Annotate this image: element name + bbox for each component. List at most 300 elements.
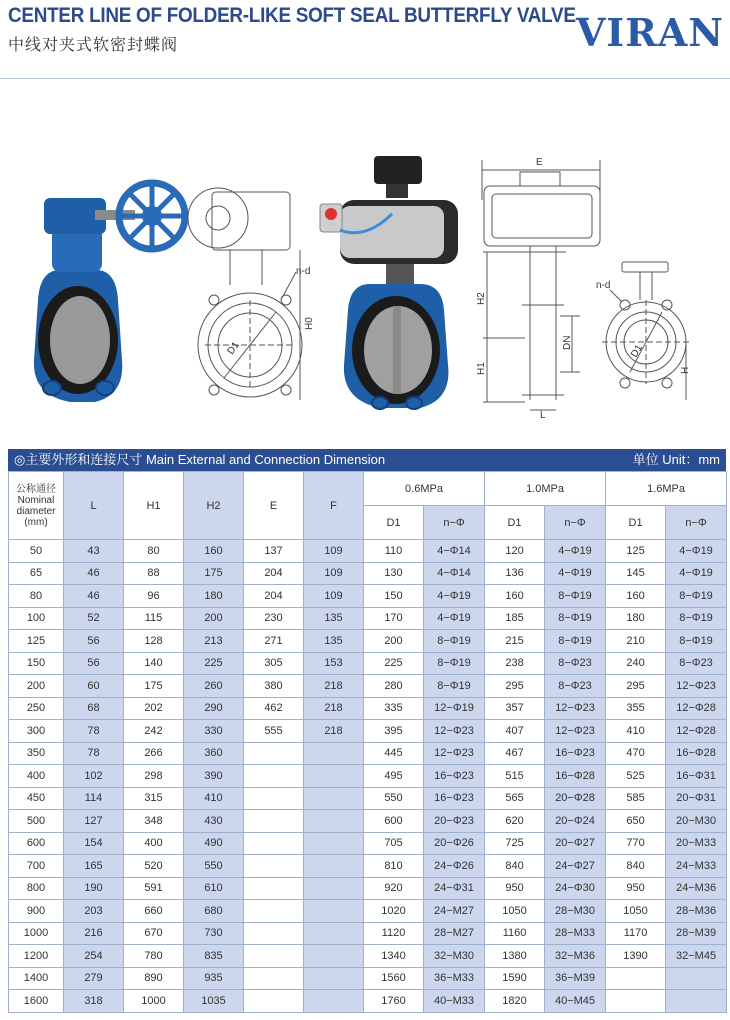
table-cell: 36−M39 — [545, 967, 606, 990]
table-cell: 1760 — [364, 990, 424, 1013]
table-cell: 950 — [485, 877, 545, 900]
table-cell: 40−M33 — [424, 990, 485, 1013]
table-cell — [244, 900, 304, 923]
table-cell: 110 — [364, 540, 424, 563]
table-cell: 470 — [606, 742, 666, 765]
table-cell: 407 — [485, 720, 545, 743]
table-cell: 109 — [304, 540, 364, 563]
table-cell: 8−Φ23 — [545, 675, 606, 698]
table-cell: 295 — [485, 675, 545, 698]
table-cell: 410 — [184, 787, 244, 810]
table-cell — [244, 765, 304, 788]
table-cell: 8−Φ19 — [545, 607, 606, 630]
table-cell: 1560 — [364, 967, 424, 990]
table-cell: 260 — [184, 675, 244, 698]
table-cell: 620 — [485, 810, 545, 833]
header-h2: H2 — [184, 472, 244, 540]
table-row — [9, 540, 727, 563]
table-cell: 24−M36 — [666, 877, 727, 900]
table-cell: 180 — [184, 585, 244, 608]
table-row — [9, 945, 727, 968]
table-cell: 8−Φ19 — [666, 607, 727, 630]
table-cell: 1120 — [364, 922, 424, 945]
table-cell — [244, 787, 304, 810]
table-cell: 330 — [184, 720, 244, 743]
table-cell: 360 — [184, 742, 244, 765]
table-row — [9, 990, 727, 1013]
table-cell: 4−Φ14 — [424, 562, 485, 585]
table-cell: 52 — [64, 607, 124, 630]
table-row — [9, 697, 727, 720]
table-cell: 32−M36 — [545, 945, 606, 968]
table-row — [9, 810, 727, 833]
table-cell: 153 — [304, 652, 364, 675]
table-cell: 43 — [64, 540, 124, 563]
header-d1: D1 — [485, 506, 545, 540]
table-cell: 591 — [124, 877, 184, 900]
table-cell — [304, 877, 364, 900]
table-row — [9, 585, 727, 608]
table-cell — [304, 765, 364, 788]
table-cell: 1380 — [485, 945, 545, 968]
table-cell: 24−M33 — [666, 855, 727, 878]
label-h: H — [680, 366, 691, 374]
table-cell: 127 — [64, 810, 124, 833]
table-cell: 24−Φ30 — [545, 877, 606, 900]
table-row — [9, 765, 727, 788]
table-cell: 190 — [64, 877, 124, 900]
table-cell: 16−Φ28 — [666, 742, 727, 765]
table-cell — [244, 832, 304, 855]
title-en: CENTER LINE OF FOLDER-LIKE SOFT SEAL BUTTERFLY VALVE — [8, 4, 576, 27]
table-cell — [244, 810, 304, 833]
table-cell: 56 — [64, 630, 124, 653]
table-cell: 150 — [364, 585, 424, 608]
table-cell: 8−Φ19 — [545, 630, 606, 653]
table-cell: 24−Φ27 — [545, 855, 606, 878]
table-row — [9, 742, 727, 765]
gear-valve-drawing — [188, 188, 302, 400]
table-cell: 4−Φ19 — [666, 562, 727, 585]
table-cell: 1000 — [124, 990, 184, 1013]
table-cell: 445 — [364, 742, 424, 765]
table-cell: 20−M33 — [666, 832, 727, 855]
table-cell: 16−Φ28 — [545, 765, 606, 788]
table-cell: 810 — [364, 855, 424, 878]
table-cell: 24−Φ31 — [424, 877, 485, 900]
table-cell: 350 — [9, 742, 64, 765]
table-cell: 4−Φ19 — [545, 562, 606, 585]
table-cell: 88 — [124, 562, 184, 585]
table-cell: 1340 — [364, 945, 424, 968]
header-divider — [0, 78, 730, 79]
table-cell: 170 — [364, 607, 424, 630]
header-h1: H1 — [124, 472, 184, 540]
table-cell: 120 — [485, 540, 545, 563]
table-cell: 137 — [244, 540, 304, 563]
table-cell: 12−Φ28 — [666, 720, 727, 743]
table-cell: 165 — [64, 855, 124, 878]
table-cell: 8−Φ19 — [424, 630, 485, 653]
table-row — [9, 877, 727, 900]
table-cell: 175 — [184, 562, 244, 585]
table-cell: 12−Φ28 — [666, 697, 727, 720]
table-cell: 114 — [64, 787, 124, 810]
table-cell: 115 — [124, 607, 184, 630]
table-cell: 16−Φ23 — [545, 742, 606, 765]
table-cell: 920 — [364, 877, 424, 900]
table-cell: 450 — [9, 787, 64, 810]
table-cell: 550 — [364, 787, 424, 810]
table-cell: 1035 — [184, 990, 244, 1013]
table-cell: 430 — [184, 810, 244, 833]
table-cell — [666, 967, 727, 990]
table-cell: 20−Φ27 — [545, 832, 606, 855]
table-cell: 305 — [244, 652, 304, 675]
table-cell: 520 — [124, 855, 184, 878]
table-cell — [304, 990, 364, 1013]
table-cell: 40−M45 — [545, 990, 606, 1013]
table-cell: 700 — [9, 855, 64, 878]
table-cell: 600 — [364, 810, 424, 833]
table-cell: 280 — [364, 675, 424, 698]
table-cell: 1390 — [606, 945, 666, 968]
table-cell: 12−Φ23 — [545, 697, 606, 720]
header-d1: D1 — [606, 506, 666, 540]
table-cell: 462 — [244, 697, 304, 720]
table-cell — [304, 742, 364, 765]
table-row — [9, 607, 727, 630]
table-cell: 28−M30 — [545, 900, 606, 923]
table-cell: 20−Φ31 — [666, 787, 727, 810]
table-cell: 12−Φ19 — [424, 697, 485, 720]
table-cell: 1160 — [485, 922, 545, 945]
table-cell: 1050 — [485, 900, 545, 923]
table-cell: 100 — [9, 607, 64, 630]
header-n-phi: n−Φ — [424, 506, 485, 540]
table-cell: 125 — [606, 540, 666, 563]
unit-label: 单位 Unit：mm — [632, 452, 720, 467]
table-cell: 725 — [485, 832, 545, 855]
table-cell: 1170 — [606, 922, 666, 945]
table-cell: 890 — [124, 967, 184, 990]
table-cell: 1000 — [9, 922, 64, 945]
table-cell: 28−M33 — [545, 922, 606, 945]
table-cell: 380 — [244, 675, 304, 698]
table-cell: 175 — [124, 675, 184, 698]
dimension-table — [8, 471, 727, 1013]
table-cell: 8−Φ23 — [545, 652, 606, 675]
table-cell: 16−Φ23 — [424, 765, 485, 788]
table-cell: 180 — [606, 607, 666, 630]
table-cell: 78 — [64, 742, 124, 765]
table-row — [9, 562, 727, 585]
table-cell: 80 — [124, 540, 184, 563]
table-cell: 610 — [184, 877, 244, 900]
table-cell: 355 — [606, 697, 666, 720]
table-cell: 680 — [184, 900, 244, 923]
table-cell: 800 — [9, 877, 64, 900]
table-cell: 467 — [485, 742, 545, 765]
table-cell: 1590 — [485, 967, 545, 990]
table-cell: 24−Φ26 — [424, 855, 485, 878]
label-d1-right: D1 — [629, 342, 645, 360]
table-cell: 12−Φ23 — [666, 675, 727, 698]
table-cell: 102 — [64, 765, 124, 788]
table-cell: 318 — [64, 990, 124, 1013]
gear-valve-photo — [34, 183, 185, 402]
label-e: E — [536, 157, 543, 168]
table-cell — [304, 855, 364, 878]
table-cell: 335 — [364, 697, 424, 720]
table-cell: 60 — [64, 675, 124, 698]
table-cell: 218 — [304, 675, 364, 698]
table-cell: 950 — [606, 877, 666, 900]
header-f: F — [304, 472, 364, 540]
table-cell: 96 — [124, 585, 184, 608]
table-cell: 400 — [9, 765, 64, 788]
table-cell: 154 — [64, 832, 124, 855]
table-cell: 78 — [64, 720, 124, 743]
table-cell: 670 — [124, 922, 184, 945]
table-cell: 204 — [244, 562, 304, 585]
header-d1: D1 — [364, 506, 424, 540]
table-cell: 300 — [9, 720, 64, 743]
section-title: ◎主要外形和连接尺寸 Main External and Connection Dimension — [14, 452, 386, 467]
table-cell: 4−Φ19 — [666, 540, 727, 563]
table-cell: 12−Φ23 — [424, 742, 485, 765]
table-cell: 28−M39 — [666, 922, 727, 945]
table-cell: 525 — [606, 765, 666, 788]
table-cell: 238 — [485, 652, 545, 675]
table-cell: 204 — [244, 585, 304, 608]
table-cell: 1820 — [485, 990, 545, 1013]
table-cell: 730 — [184, 922, 244, 945]
table-cell: 202 — [124, 697, 184, 720]
table-cell: 160 — [184, 540, 244, 563]
table-cell: 4−Φ19 — [424, 607, 485, 630]
table-cell — [304, 810, 364, 833]
table-row — [9, 720, 727, 743]
table-cell: 840 — [606, 855, 666, 878]
table-cell: 225 — [184, 652, 244, 675]
table-cell: 135 — [304, 607, 364, 630]
table-cell: 254 — [64, 945, 124, 968]
product-illustrations — [0, 150, 730, 420]
table-cell: 215 — [485, 630, 545, 653]
table-cell: 230 — [244, 607, 304, 630]
title-cn: 中线对夹式软密封蝶阀 — [8, 37, 179, 54]
section-header — [8, 449, 726, 471]
table-cell — [244, 967, 304, 990]
table-row — [9, 630, 727, 653]
table-cell: 295 — [606, 675, 666, 698]
table-cell: 210 — [606, 630, 666, 653]
table-cell: 900 — [9, 900, 64, 923]
label-h1: H1 — [476, 362, 487, 375]
label-nd-right: n-d — [596, 280, 611, 291]
table-cell: 8−Φ19 — [666, 585, 727, 608]
table-cell: 1050 — [606, 900, 666, 923]
table-cell: 136 — [485, 562, 545, 585]
header-pressure-0-6: 0.6MPa — [364, 472, 485, 506]
table-cell: 28−M36 — [666, 900, 727, 923]
table-cell — [304, 945, 364, 968]
table-cell: 8−Φ19 — [424, 652, 485, 675]
label-dn: DN — [562, 335, 573, 350]
table-cell: 279 — [64, 967, 124, 990]
table-cell: 4−Φ19 — [545, 540, 606, 563]
table-cell — [606, 967, 666, 990]
table-cell: 24−M27 — [424, 900, 485, 923]
table-row — [9, 652, 727, 675]
table-cell: 200 — [9, 675, 64, 698]
table-row — [9, 787, 727, 810]
label-nd-left: n-d — [296, 266, 311, 277]
table-cell: 395 — [364, 720, 424, 743]
table-cell: 390 — [184, 765, 244, 788]
label-h2: H2 — [476, 292, 487, 305]
table-cell: 135 — [304, 630, 364, 653]
header-nominal-diameter: 公称通径 Nominal diameter (mm) — [9, 472, 64, 540]
table-cell: 565 — [485, 787, 545, 810]
table-cell: 160 — [606, 585, 666, 608]
table-body — [9, 540, 727, 1013]
table-cell: 840 — [485, 855, 545, 878]
table-cell: 12−Φ23 — [545, 720, 606, 743]
table-cell — [244, 990, 304, 1013]
table-cell: 20−M30 — [666, 810, 727, 833]
table-row — [9, 900, 727, 923]
table-cell — [244, 855, 304, 878]
table-cell: 20−Φ28 — [545, 787, 606, 810]
table-cell: 140 — [124, 652, 184, 675]
table-cell: 242 — [124, 720, 184, 743]
table-cell: 32−M45 — [666, 945, 727, 968]
header-e: E — [244, 472, 304, 540]
table-cell: 250 — [9, 697, 64, 720]
table-cell: 150 — [9, 652, 64, 675]
table-cell: 1600 — [9, 990, 64, 1013]
table-cell: 68 — [64, 697, 124, 720]
table-cell: 650 — [606, 810, 666, 833]
table-cell: 770 — [606, 832, 666, 855]
table-cell: 780 — [124, 945, 184, 968]
table-cell: 130 — [364, 562, 424, 585]
table-cell: 200 — [364, 630, 424, 653]
table-row — [9, 855, 727, 878]
table-cell: 203 — [64, 900, 124, 923]
table-cell: 8−Φ19 — [545, 585, 606, 608]
table-cell: 555 — [244, 720, 304, 743]
table-cell: 1200 — [9, 945, 64, 968]
header-pressure-1-0: 1.0MPa — [485, 472, 606, 506]
table-cell — [244, 742, 304, 765]
label-h0: H0 — [304, 317, 315, 330]
table-cell — [304, 832, 364, 855]
table-cell: 357 — [485, 697, 545, 720]
table-cell: 290 — [184, 697, 244, 720]
table-cell — [304, 900, 364, 923]
table-cell: 495 — [364, 765, 424, 788]
table-cell — [304, 967, 364, 990]
table-cell: 12−Φ23 — [424, 720, 485, 743]
table-cell: 600 — [9, 832, 64, 855]
table-cell: 410 — [606, 720, 666, 743]
header-l: L — [64, 472, 124, 540]
table-cell: 160 — [485, 585, 545, 608]
table-cell — [666, 990, 727, 1013]
pneumatic-valve-drawing — [482, 160, 600, 410]
table-cell: 225 — [364, 652, 424, 675]
table-cell — [304, 787, 364, 810]
table-cell: 298 — [124, 765, 184, 788]
table-row — [9, 675, 727, 698]
table-cell: 8−Φ19 — [424, 675, 485, 698]
table-cell: 500 — [9, 810, 64, 833]
table-cell: 218 — [304, 697, 364, 720]
table-cell — [244, 922, 304, 945]
table-row — [9, 967, 727, 990]
table-cell: 4−Φ14 — [424, 540, 485, 563]
table-cell: 935 — [184, 967, 244, 990]
table-cell: 266 — [124, 742, 184, 765]
table-cell: 46 — [64, 562, 124, 585]
table-cell — [244, 877, 304, 900]
table-cell: 515 — [485, 765, 545, 788]
table-cell: 216 — [64, 922, 124, 945]
table-cell: 32−M30 — [424, 945, 485, 968]
table-cell: 46 — [64, 585, 124, 608]
table-cell: 835 — [184, 945, 244, 968]
table-cell: 65 — [9, 562, 64, 585]
table-cell: 20−Φ23 — [424, 810, 485, 833]
table-cell: 8−Φ19 — [666, 630, 727, 653]
table-cell: 4−Φ19 — [424, 585, 485, 608]
table-cell: 80 — [9, 585, 64, 608]
table-cell: 20−Φ24 — [545, 810, 606, 833]
table-cell: 50 — [9, 540, 64, 563]
header-pressure-1-6: 1.6MPa — [606, 472, 727, 506]
table-cell — [606, 990, 666, 1013]
table-cell: 109 — [304, 562, 364, 585]
table-cell: 109 — [304, 585, 364, 608]
table-cell: 213 — [184, 630, 244, 653]
table-cell: 36−M33 — [424, 967, 485, 990]
table-cell — [244, 945, 304, 968]
table-cell: 705 — [364, 832, 424, 855]
label-d1-left: D1 — [225, 339, 242, 357]
table-cell — [304, 922, 364, 945]
table-cell: 1020 — [364, 900, 424, 923]
table-cell: 490 — [184, 832, 244, 855]
table-cell: 20−Φ26 — [424, 832, 485, 855]
pneumatic-valve-photo — [320, 156, 458, 409]
table-cell: 8−Φ23 — [666, 652, 727, 675]
table-cell: 271 — [244, 630, 304, 653]
table-cell: 348 — [124, 810, 184, 833]
table-cell: 128 — [124, 630, 184, 653]
table-cell: 660 — [124, 900, 184, 923]
brand-logo: VIRAN — [575, 10, 724, 55]
table-cell: 550 — [184, 855, 244, 878]
table-cell: 240 — [606, 652, 666, 675]
table-cell: 56 — [64, 652, 124, 675]
valve-front-drawing — [602, 262, 690, 400]
table-cell: 145 — [606, 562, 666, 585]
table-cell: 315 — [124, 787, 184, 810]
table-cell: 16−Φ23 — [424, 787, 485, 810]
